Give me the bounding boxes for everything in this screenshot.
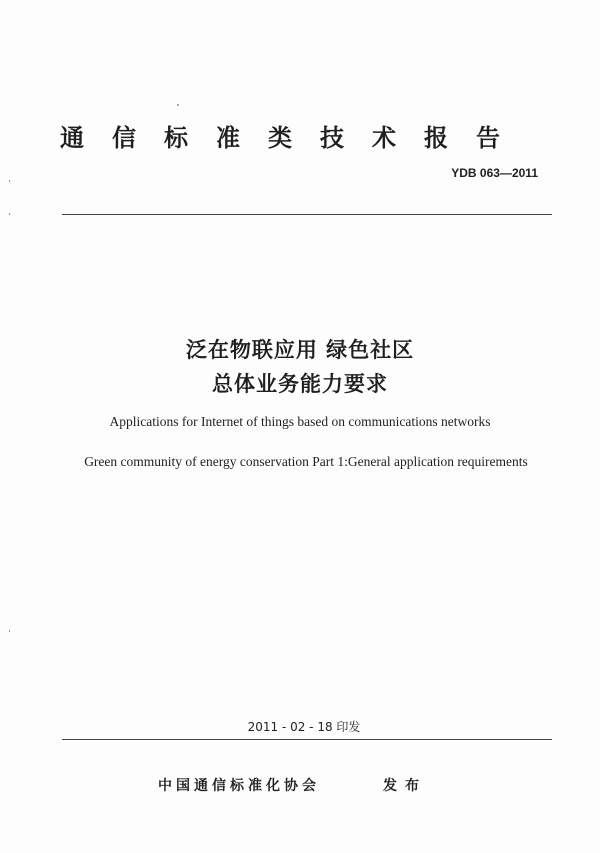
publish-label: 发布 <box>383 778 427 794</box>
scan-speck <box>9 180 10 182</box>
bottom-divider <box>62 739 552 740</box>
issue-date: 2011 - 02 - 18 印发 <box>247 720 361 734</box>
scan-speck <box>9 213 10 215</box>
top-divider <box>62 214 552 215</box>
document-number: YDB 063—2011 <box>451 166 538 180</box>
chinese-title-line-1: 泛在物联应用 绿色社区 <box>185 338 415 362</box>
english-title-line-2: Green community of energy conservation Part 1:General application requirements <box>84 454 528 469</box>
scan-speck <box>177 104 179 106</box>
series-title: 通信标准类技术报告 <box>60 124 528 152</box>
english-title-line-1: Applications for Internet of things based on communications networks <box>109 414 491 429</box>
scan-speck <box>9 630 10 632</box>
publisher-name: 中国通信标准化协会 <box>158 778 320 794</box>
chinese-title-line-2: 总体业务能力要求 <box>212 372 388 396</box>
